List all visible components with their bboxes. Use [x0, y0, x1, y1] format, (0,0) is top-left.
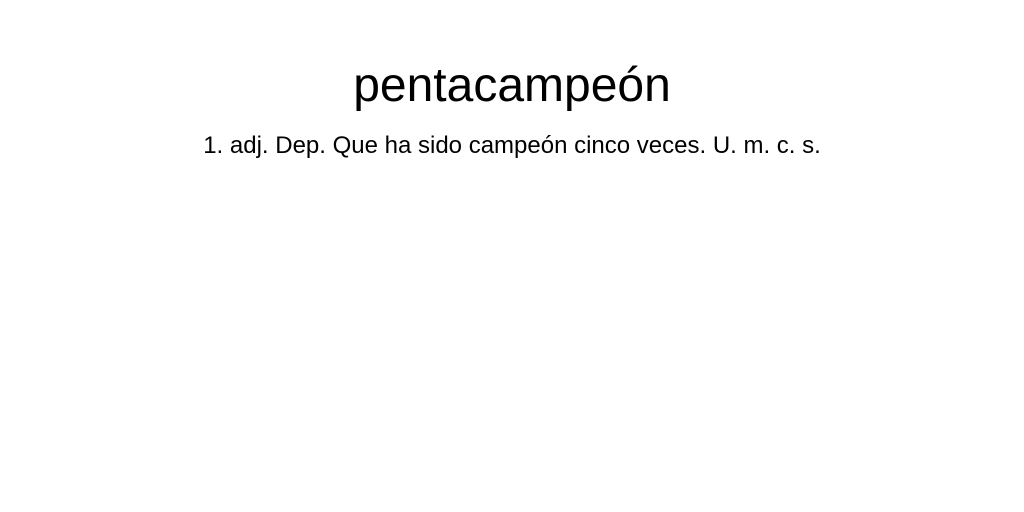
- headword: pentacampeón: [353, 59, 671, 112]
- definition-1: 1. adj. Dep. Que ha sido campeón cinco veces. U. m. c. s.: [203, 132, 821, 159]
